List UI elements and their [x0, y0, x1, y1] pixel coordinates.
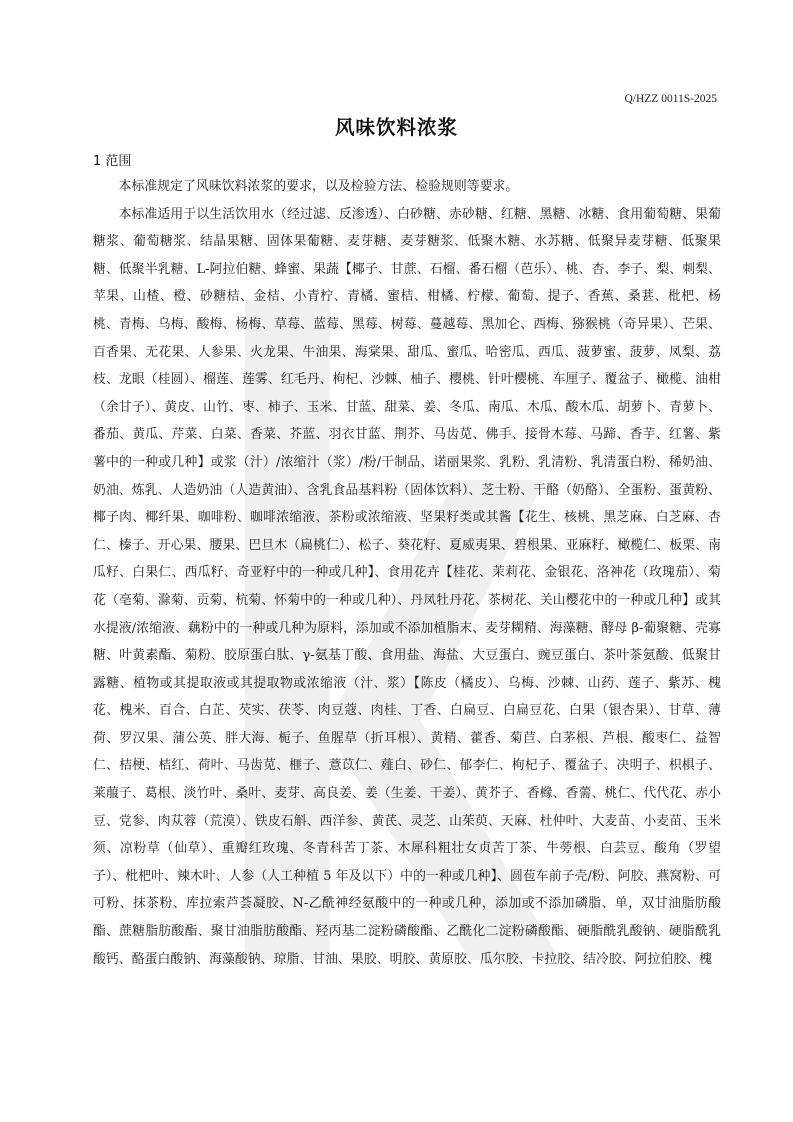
section-body: [93, 173, 721, 973]
document-code: Q/HZZ 0011S-2025: [624, 93, 717, 105]
paragraph-scope-applicability: 本标准适用于以生活饮用水（经过滤、反渗透）、白砂糖、赤砂糖、红糖、黑糖、冰糖、食用葡萄糖、果葡糖浆、葡萄糖浆、结晶果糖、固体果葡糖、麦芽糖、麦芽糖浆、低聚木糖、水苏糖、低聚异麦芽糖、低聚果糖、低聚半乳糖、L-阿拉伯糖、蜂蜜、果蔬【椰子、甘蔗、石榴、番石榴（芭乐）、桃、杏、李子、梨、刺梨、苹果、山楂、橙、砂糖桔、金桔、小青柠、青橘、蜜桔、柑橘、柠檬、葡萄、提子、香蕉、桑葚、枇杷、杨桃、青梅、乌梅、酸梅、杨梅、草莓、蓝莓、黑莓、树莓、蔓越莓、黑加仑、西梅、猕猴桃（奇异果）、芒果、百香果、无花果、人参果、火龙果、牛油果、海棠果、甜瓜、蜜瓜、哈密瓜、西瓜、菠萝蜜、菠萝、凤梨、荔枝、龙眼（桂圆）、榴莲、莲雾、红毛丹、枸杞、沙棘、柚子、樱桃、针叶樱桃、车厘子、覆盆子、橄榄、油柑（余甘子）、黄皮、山竹、枣、柿子、玉米、甘蓝、甜菜、姜、冬瓜、南瓜、木瓜、酸木瓜、胡萝卜、青萝卜、番茄、黄瓜、芹菜、白菜、香菜、芥蓝、羽衣甘蓝、荆芥、马齿苋、佛手、接骨木莓、马蹄、香芋、红薯、紫薯中的一种或几种】或浆（汁）/浓缩汁（浆）/粉/干制品、诺丽果浆、乳粉、乳清粉、乳清蛋白粉、稀奶油、奶油、炼乳、人造奶油（人造黄油）、含乳食品基料粉（固体饮料）、芝士粉、干酪（奶酪）、全蛋粉、蛋黄粉、椰子肉、椰纤果、咖啡粉、咖啡浓缩液、茶粉或浓缩液、坚果籽类或其酱【花生、核桃、黑芝麻、白芝麻、杏仁、榛子、开心果、腰果、巴旦木（扁桃仁）、松子、葵花籽、夏威夷果、碧根果、亚麻籽、橄榄仁、板栗、南瓜籽、白果仁、西瓜籽、奇亚籽中的一种或几种】、食用花卉【桂花、茉莉花、金银花、洛神花（玫瑰茄）、菊花（亳菊、滁菊、贡菊、杭菊、怀菊中的一种或几种）、丹凤牡丹花、茶树花、关山樱花中的一种或几种】或其水提液/浓缩液、藕粉中的一种或几种为原料，添加或不添加植脂末、麦芽糊精、海藻糖、酵母 β-葡聚糖、壳寡糖、叶黄素酯、菊粉、胶原蛋白肽、γ-氨基丁酸、食用盐、海盐、大豆蛋白、豌豆蛋白、茶叶茶氨酸、低聚甘露糖、植物或其提取液或其提取物或浓缩液（汁、浆）【陈皮（橘皮）、乌梅、沙棘、山药、莲子、紫苏、槐花、槐米、百合、白芷、芡实、茯苓、肉豆蔻、肉桂、丁香、白扁豆、白扁豆花、白果（银杏果）、甘草、薄荷、罗汉果、蒲公英、胖大海、栀子、鱼腥草（折耳根）、黄精、藿香、菊苣、白茅根、芦根、酸枣仁、益智仁、桔梗、桔红、荷叶、马齿苋、榧子、薏苡仁、薤白、砂仁、郁李仁、枸杞子、覆盆子、决明子、枳椇子、莱菔子、葛根、淡竹叶、桑叶、麦芽、高良姜、姜（生姜、干姜）、黄芥子、香橼、香薷、桃仁、代代花、赤小豆、党参、肉苁蓉（荒漠）、铁皮石斛、西洋参、黄芪、灵芝、山茱萸、天麻、杜仲叶、大麦苗、小麦苗、玉米须、凉粉草（仙草）、重瓣红玫瑰、冬青科苦丁茶、木犀科粗壮女贞苦丁茶、牛蒡根、白芸豆、酸角（罗望子）、枇杷叶、辣木叶、人参（人工种植 5 年及以下）中的一种或几种】、圆苞车前子壳/粉、阿胶、燕窝粉、可可粉、抹茶粉、库拉索芦荟凝胶、N-乙酰神经氨酸中的一种或几种，添加或不添加磷脂、单，双甘油脂肪酸酯、蔗糖脂肪酸酯、聚甘油脂肪酸酯、羟丙基二淀粉磷酸酯、乙酰化二淀粉磷酸酯、硬脂酰乳酸钠、硬脂酰乳酸钙、酪蛋白酸钠、海藻酸钠、琼脂、甘油、果胶、明胶、黄原胶、瓜尔胶、卡拉胶、结冷胶、阿拉伯胶、槐: [93, 206, 721, 967]
document-title: 风味饮料浓浆: [334, 116, 458, 139]
section-heading: 1 范围: [93, 154, 132, 169]
paragraph-scope-statement: 本标准规定了风味饮料浓浆的要求，以及检验方法、检验规则等要求。: [118, 179, 519, 194]
